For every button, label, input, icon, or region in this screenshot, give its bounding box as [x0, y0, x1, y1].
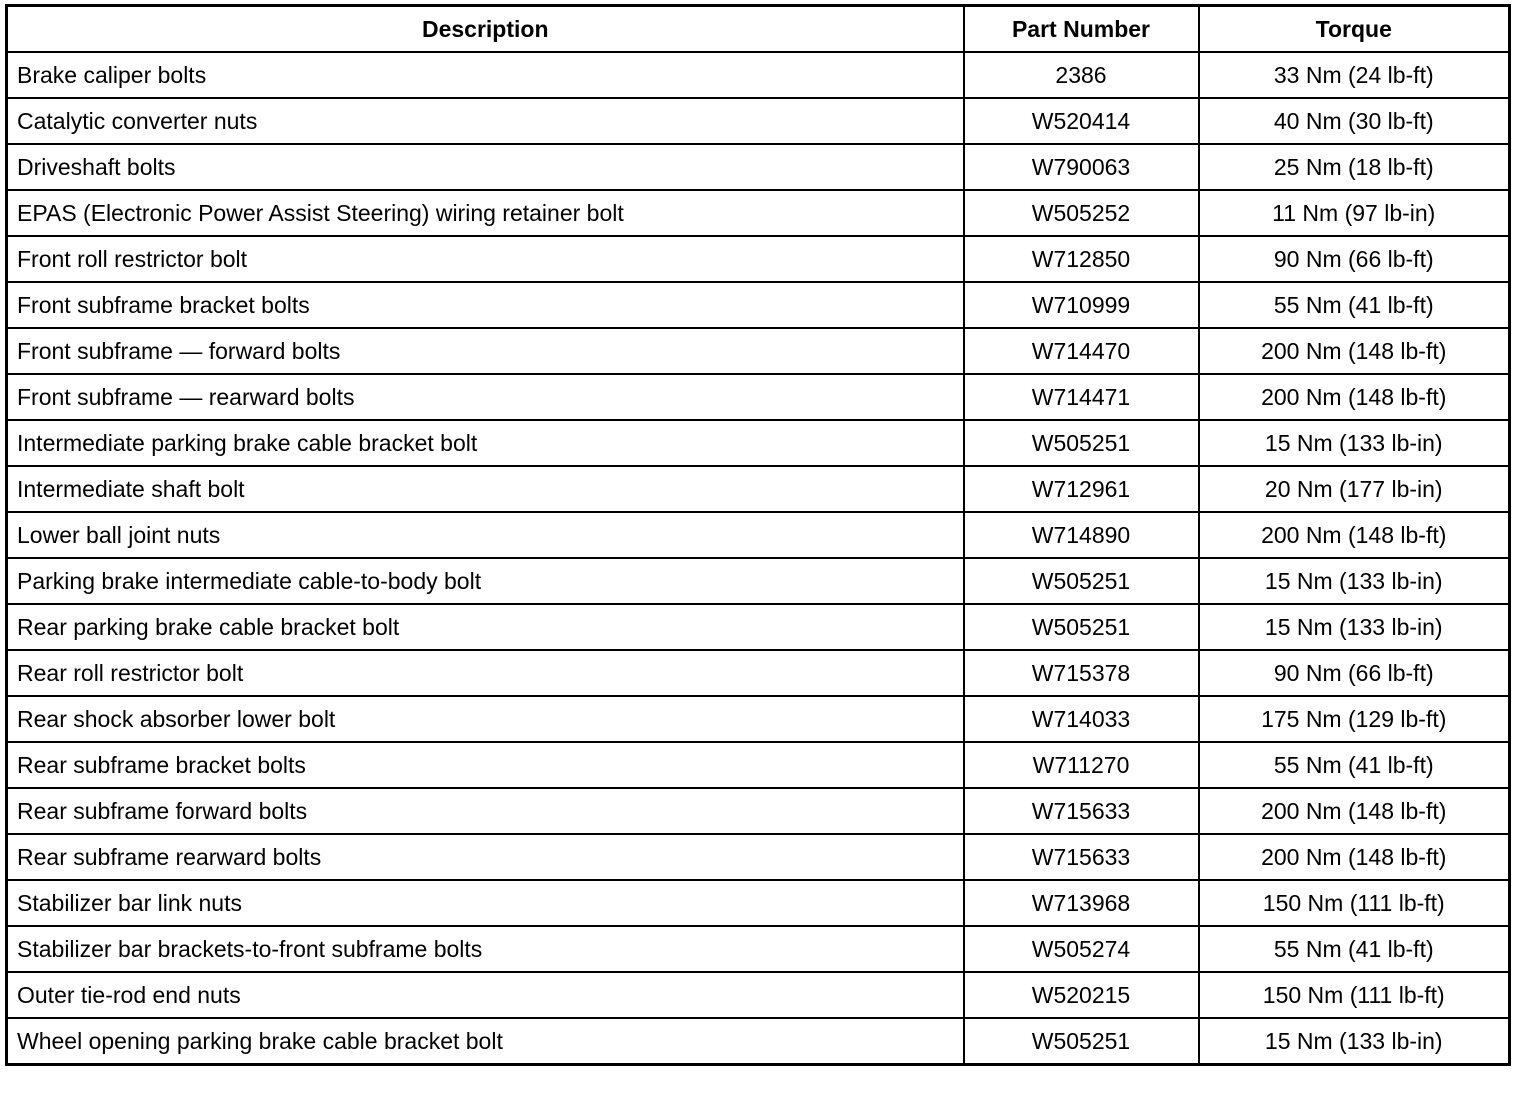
torque-cell: 90 Nm (66 lb-ft) — [1199, 650, 1510, 696]
table-row — [7, 374, 1510, 420]
description-cell: Rear roll restrictor bolt — [7, 650, 964, 696]
torque-cell: 20 Nm (177 lb-in) — [1199, 466, 1510, 512]
torque-cell: 55 Nm (41 lb-ft) — [1199, 742, 1510, 788]
torque-cell: 90 Nm (66 lb-ft) — [1199, 236, 1510, 282]
torque-cell: 15 Nm (133 lb-in) — [1199, 558, 1510, 604]
description-cell: Driveshaft bolts — [7, 144, 964, 190]
table-row — [7, 98, 1510, 144]
torque-cell: 150 Nm (111 lb-ft) — [1199, 880, 1510, 926]
table-row — [7, 926, 1510, 972]
torque-cell: 11 Nm (97 lb-in) — [1199, 190, 1510, 236]
torque-cell: 200 Nm (148 lb-ft) — [1199, 834, 1510, 880]
table-body — [7, 52, 1510, 1065]
description-cell: Intermediate shaft bolt — [7, 466, 964, 512]
part-number-cell: W714470 — [964, 328, 1199, 374]
table-row — [7, 512, 1510, 558]
part-number-cell: W712961 — [964, 466, 1199, 512]
torque-cell: 200 Nm (148 lb-ft) — [1199, 328, 1510, 374]
part-number-cell: W715633 — [964, 834, 1199, 880]
table-row — [7, 420, 1510, 466]
description-cell: Rear parking brake cable bracket bolt — [7, 604, 964, 650]
torque-specifications-table — [5, 4, 1511, 1066]
torque-cell: 55 Nm (41 lb-ft) — [1199, 926, 1510, 972]
part-number-cell: W520215 — [964, 972, 1199, 1018]
torque-cell: 40 Nm (30 lb-ft) — [1199, 98, 1510, 144]
part-number-cell: W713968 — [964, 880, 1199, 926]
description-cell: Front subframe bracket bolts — [7, 282, 964, 328]
torque-cell: 55 Nm (41 lb-ft) — [1199, 282, 1510, 328]
table-row — [7, 650, 1510, 696]
torque-cell: 15 Nm (133 lb-in) — [1199, 1018, 1510, 1065]
description-cell: Rear shock absorber lower bolt — [7, 696, 964, 742]
description-cell: Front roll restrictor bolt — [7, 236, 964, 282]
part-number-cell: W505251 — [964, 1018, 1199, 1065]
header-description: Description — [7, 6, 964, 53]
description-cell: Stabilizer bar brackets-to-front subframe bolts — [7, 926, 964, 972]
part-number-cell: W714033 — [964, 696, 1199, 742]
part-number-cell: W505252 — [964, 190, 1199, 236]
table-row — [7, 742, 1510, 788]
table-row — [7, 834, 1510, 880]
table-row — [7, 466, 1510, 512]
part-number-cell: W712850 — [964, 236, 1199, 282]
table-row — [7, 1018, 1510, 1065]
part-number-cell: W714471 — [964, 374, 1199, 420]
table-row — [7, 236, 1510, 282]
table-row — [7, 972, 1510, 1018]
torque-cell: 15 Nm (133 lb-in) — [1199, 604, 1510, 650]
header-torque: Torque — [1199, 6, 1510, 53]
part-number-cell: W505274 — [964, 926, 1199, 972]
description-cell: Wheel opening parking brake cable bracket bolt — [7, 1018, 964, 1065]
description-cell: Brake caliper bolts — [7, 52, 964, 98]
description-cell: Front subframe — forward bolts — [7, 328, 964, 374]
torque-cell: 150 Nm (111 lb-ft) — [1199, 972, 1510, 1018]
table-row — [7, 282, 1510, 328]
table-header-row — [7, 6, 1510, 53]
description-cell: Parking brake intermediate cable-to-body bolt — [7, 558, 964, 604]
torque-cell: 200 Nm (148 lb-ft) — [1199, 788, 1510, 834]
description-cell: Rear subframe forward bolts — [7, 788, 964, 834]
torque-cell: 15 Nm (133 lb-in) — [1199, 420, 1510, 466]
description-cell: Lower ball joint nuts — [7, 512, 964, 558]
part-number-cell: W505251 — [964, 420, 1199, 466]
part-number-cell: W710999 — [964, 282, 1199, 328]
part-number-cell: W715378 — [964, 650, 1199, 696]
description-cell: Outer tie-rod end nuts — [7, 972, 964, 1018]
table-row — [7, 190, 1510, 236]
table-row — [7, 696, 1510, 742]
table-row — [7, 604, 1510, 650]
part-number-cell: W790063 — [964, 144, 1199, 190]
torque-cell: 200 Nm (148 lb-ft) — [1199, 374, 1510, 420]
part-number-cell: W520414 — [964, 98, 1199, 144]
description-cell: Rear subframe bracket bolts — [7, 742, 964, 788]
description-cell: Catalytic converter nuts — [7, 98, 964, 144]
part-number-cell: 2386 — [964, 52, 1199, 98]
description-cell: Intermediate parking brake cable bracket bolt — [7, 420, 964, 466]
table-row — [7, 788, 1510, 834]
part-number-cell: W711270 — [964, 742, 1199, 788]
torque-cell: 33 Nm (24 lb-ft) — [1199, 52, 1510, 98]
description-cell: EPAS (Electronic Power Assist Steering) wiring retainer bolt — [7, 190, 964, 236]
part-number-cell: W714890 — [964, 512, 1199, 558]
table-row — [7, 558, 1510, 604]
table-row — [7, 328, 1510, 374]
part-number-cell: W505251 — [964, 558, 1199, 604]
description-cell: Stabilizer bar link nuts — [7, 880, 964, 926]
torque-cell: 200 Nm (148 lb-ft) — [1199, 512, 1510, 558]
description-cell: Front subframe — rearward bolts — [7, 374, 964, 420]
torque-cell: 25 Nm (18 lb-ft) — [1199, 144, 1510, 190]
table-row — [7, 52, 1510, 98]
header-part-number: Part Number — [964, 6, 1199, 53]
torque-cell: 175 Nm (129 lb-ft) — [1199, 696, 1510, 742]
table-row — [7, 144, 1510, 190]
part-number-cell: W715633 — [964, 788, 1199, 834]
description-cell: Rear subframe rearward bolts — [7, 834, 964, 880]
part-number-cell: W505251 — [964, 604, 1199, 650]
table-row — [7, 880, 1510, 926]
